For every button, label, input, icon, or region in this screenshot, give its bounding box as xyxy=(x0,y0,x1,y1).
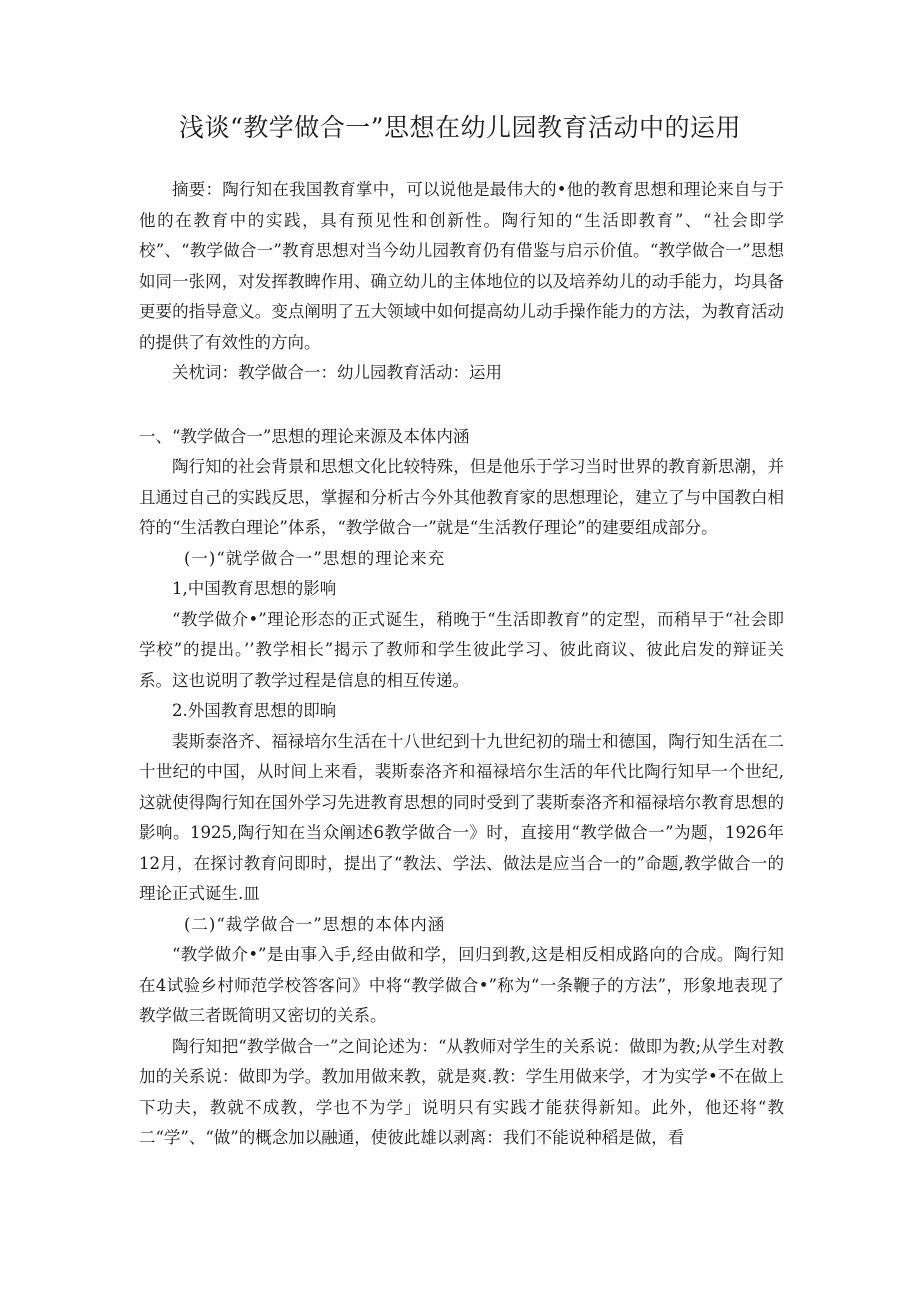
item-1-paragraph: “教学做介•”理论形态的正式诞生，稍晚于“生活即教育”的定型，而稍早于“社会即学校”的提出。’’教学相长”揭示了教师和学生彼此学习、彼此商议、彼此启发的辩证关系。这也说明了教学过程是信息的相互传递。 xyxy=(139,609,784,690)
subsection-heading-1: (一)“就学做合一”思想的理论来充 xyxy=(184,548,446,568)
item-heading-1: 1,中国教育思想的影响 xyxy=(172,579,337,598)
section-heading-1: 一、“教学做合一”思想的理论来源及本体内涵 xyxy=(139,426,470,446)
item-heading-2: 2.外国教育思想的即晌 xyxy=(172,701,337,720)
subsection-heading-2: (二)“裁学做合一”思想的本体内涵 xyxy=(184,914,446,934)
subsection-2-paragraph-1: “教学做介•”是由事入手,经由做和学，回归到教,这是相反相成路向的合成。陶行知在4试验乡村师范学校答客问》中将“教学做合•”称为“一条鞭子的方法”，形象地表现了教学做三者既简明又密切的关系。 xyxy=(139,945,784,1025)
item-2-paragraph: 裴斯泰洛齐、福禄培尔生活在十八世纪到十九世纪初的瑞士和德国，陶行知生活在二十世纪的中国，从时间上来看，裴斯泰洛齐和福禄培尔生活的年代比陶行知早一个世纪,这就使得陶行知在国外学习先进教育思想的同时受到了裴斯泰洛齐和福禄培尔教育思想的影响。1925,陶行知在当众阐述6教学做合一》时，直接用“教学做合一”为题，1926年12月，在探讨教育问即时，提出了“教法、学法、做法是应当合一的”命题,教学做合一的理论正式诞生.皿 xyxy=(139,731,784,903)
keywords-line: 关枕词：教学做合一：幼儿园教育活动：运用 xyxy=(172,363,502,382)
document-title: 浅谈“教学做合一”思想在幼儿园教育活动中的运用 xyxy=(178,113,742,142)
abstract-paragraph: 摘要：陶行知在我国教育掌中，可以说他是最伟大的•他的教育思想和理论来自与于他的在教育中的实践，具有预见性和创新性。陶行知的“生活即教育”、“社会即学校”、“教学做合一”教育思想对当今幼儿园教育仍有借鉴与启示价值。“教学做合一”思想如同一张网，对发挥教睥作用、确立幼儿的主体地位的以及培养幼儿的动手能力，均具备更要的指导意义。变点阐明了五大领域中如何提高幼儿动手操作能力的方法，为教育活动的提供了有效性的方向。 xyxy=(139,180,784,352)
subsection-2-paragraph-2: 陶行知把“教学做合一”之间论述为：“从教师对学生的关系说：做即为教;从学生对教加的关系说：做即为学。教加用做来教，就是爽.教：学生用做来学，才为实学•不在做上下功夫，教就不成教，学也不为学」说明只有实践才能获得新知。此外，他还将“教二“学”、“做”的概念加以融通，使彼此雄以剥离：我们不能说种稻是做，看 xyxy=(139,1036,784,1147)
document-body xyxy=(139,175,784,1154)
section-1-intro-paragraph: 陶行知的社会背景和思想文化比较特殊，但是他乐于学习当时世界的教育新思潮，并且通过自己的实践反思，掌握和分析古今外其他教育家的思想理论，建立了与中国教白相符的“生活教白理论”体系，“教学做合一”就是“生活教仔理论”的建要组成部分。 xyxy=(139,457,784,537)
